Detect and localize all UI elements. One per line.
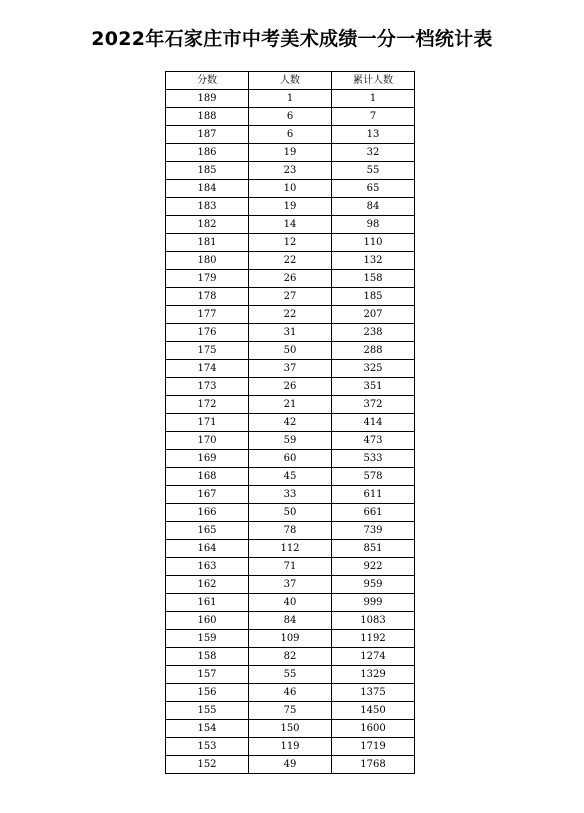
count-cell: 31 <box>249 324 332 342</box>
count-cell: 46 <box>249 684 332 702</box>
table-row <box>166 198 415 216</box>
table-row <box>166 414 415 432</box>
score-cell: 187 <box>166 126 249 144</box>
table-row <box>166 756 415 774</box>
table-row <box>166 126 415 144</box>
table-row <box>166 576 415 594</box>
score-cell: 164 <box>166 540 249 558</box>
table-row <box>166 306 415 324</box>
cumulative-cell: 473 <box>332 432 415 450</box>
table-row <box>166 720 415 738</box>
count-cell: 59 <box>249 432 332 450</box>
cumulative-cell: 1329 <box>332 666 415 684</box>
table-row <box>166 504 415 522</box>
cumulative-cell: 13 <box>332 126 415 144</box>
count-cell: 22 <box>249 252 332 270</box>
cumulative-cell: 158 <box>332 270 415 288</box>
cumulative-cell: 578 <box>332 468 415 486</box>
cumulative-cell: 1719 <box>332 738 415 756</box>
count-cell: 42 <box>249 414 332 432</box>
cumulative-cell: 238 <box>332 324 415 342</box>
column-header-count: 人数 <box>249 72 332 90</box>
score-cell: 184 <box>166 180 249 198</box>
score-cell: 189 <box>166 90 249 108</box>
score-cell: 152 <box>166 756 249 774</box>
count-cell: 55 <box>249 666 332 684</box>
count-cell: 21 <box>249 396 332 414</box>
table-body <box>166 90 415 774</box>
score-cell: 186 <box>166 144 249 162</box>
count-cell: 49 <box>249 756 332 774</box>
score-cell: 155 <box>166 702 249 720</box>
cumulative-cell: 611 <box>332 486 415 504</box>
score-cell: 185 <box>166 162 249 180</box>
table-row <box>166 216 415 234</box>
score-cell: 161 <box>166 594 249 612</box>
count-cell: 119 <box>249 738 332 756</box>
score-cell: 160 <box>166 612 249 630</box>
score-cell: 154 <box>166 720 249 738</box>
score-cell: 163 <box>166 558 249 576</box>
count-cell: 26 <box>249 270 332 288</box>
cumulative-cell: 959 <box>332 576 415 594</box>
count-cell: 60 <box>249 450 332 468</box>
column-header-cumulative: 累计人数 <box>332 72 415 90</box>
score-cell: 177 <box>166 306 249 324</box>
table-row <box>166 234 415 252</box>
table-row <box>166 648 415 666</box>
score-cell: 169 <box>166 450 249 468</box>
cumulative-cell: 1600 <box>332 720 415 738</box>
score-cell: 157 <box>166 666 249 684</box>
count-cell: 23 <box>249 162 332 180</box>
cumulative-cell: 1274 <box>332 648 415 666</box>
cumulative-cell: 55 <box>332 162 415 180</box>
count-cell: 19 <box>249 144 332 162</box>
score-cell: 172 <box>166 396 249 414</box>
table-row <box>166 270 415 288</box>
table-row <box>166 630 415 648</box>
table-header-row <box>166 72 415 90</box>
score-distribution-table <box>165 71 415 774</box>
score-cell: 183 <box>166 198 249 216</box>
table-row <box>166 288 415 306</box>
cumulative-cell: 207 <box>332 306 415 324</box>
table-row <box>166 396 415 414</box>
score-cell: 176 <box>166 324 249 342</box>
column-header-score: 分数 <box>166 72 249 90</box>
table-row <box>166 612 415 630</box>
cumulative-cell: 110 <box>332 234 415 252</box>
count-cell: 150 <box>249 720 332 738</box>
table-row <box>166 108 415 126</box>
score-cell: 167 <box>166 486 249 504</box>
count-cell: 14 <box>249 216 332 234</box>
table-row <box>166 360 415 378</box>
cumulative-cell: 1450 <box>332 702 415 720</box>
cumulative-cell: 84 <box>332 198 415 216</box>
cumulative-cell: 533 <box>332 450 415 468</box>
score-cell: 166 <box>166 504 249 522</box>
score-cell: 156 <box>166 684 249 702</box>
cumulative-cell: 7 <box>332 108 415 126</box>
cumulative-cell: 1768 <box>332 756 415 774</box>
score-cell: 168 <box>166 468 249 486</box>
cumulative-cell: 325 <box>332 360 415 378</box>
score-cell: 175 <box>166 342 249 360</box>
count-cell: 37 <box>249 576 332 594</box>
count-cell: 75 <box>249 702 332 720</box>
score-cell: 162 <box>166 576 249 594</box>
score-cell: 182 <box>166 216 249 234</box>
score-cell: 181 <box>166 234 249 252</box>
count-cell: 1 <box>249 90 332 108</box>
score-cell: 158 <box>166 648 249 666</box>
table-row <box>166 180 415 198</box>
count-cell: 82 <box>249 648 332 666</box>
count-cell: 10 <box>249 180 332 198</box>
score-cell: 188 <box>166 108 249 126</box>
cumulative-cell: 661 <box>332 504 415 522</box>
table-row <box>166 90 415 108</box>
count-cell: 78 <box>249 522 332 540</box>
table-row <box>166 594 415 612</box>
table-row <box>166 432 415 450</box>
cumulative-cell: 739 <box>332 522 415 540</box>
table-row <box>166 540 415 558</box>
table-row <box>166 342 415 360</box>
score-cell: 159 <box>166 630 249 648</box>
table-row <box>166 252 415 270</box>
score-cell: 153 <box>166 738 249 756</box>
table-row <box>166 378 415 396</box>
score-cell: 180 <box>166 252 249 270</box>
count-cell: 12 <box>249 234 332 252</box>
cumulative-cell: 414 <box>332 414 415 432</box>
score-cell: 170 <box>166 432 249 450</box>
table-row <box>166 558 415 576</box>
score-cell: 174 <box>166 360 249 378</box>
score-cell: 173 <box>166 378 249 396</box>
cumulative-cell: 851 <box>332 540 415 558</box>
cumulative-cell: 922 <box>332 558 415 576</box>
cumulative-cell: 1083 <box>332 612 415 630</box>
cumulative-cell: 65 <box>332 180 415 198</box>
count-cell: 37 <box>249 360 332 378</box>
count-cell: 33 <box>249 486 332 504</box>
score-cell: 178 <box>166 288 249 306</box>
score-cell: 165 <box>166 522 249 540</box>
cumulative-cell: 132 <box>332 252 415 270</box>
table-row <box>166 522 415 540</box>
table-row <box>166 324 415 342</box>
table-row <box>166 486 415 504</box>
table-row <box>166 738 415 756</box>
table-row <box>166 468 415 486</box>
cumulative-cell: 1375 <box>332 684 415 702</box>
table-row <box>166 162 415 180</box>
count-cell: 84 <box>249 612 332 630</box>
count-cell: 6 <box>249 108 332 126</box>
count-cell: 27 <box>249 288 332 306</box>
table-row <box>166 684 415 702</box>
cumulative-cell: 1192 <box>332 630 415 648</box>
table-row <box>166 450 415 468</box>
count-cell: 22 <box>249 306 332 324</box>
count-cell: 71 <box>249 558 332 576</box>
cumulative-cell: 98 <box>332 216 415 234</box>
cumulative-cell: 372 <box>332 396 415 414</box>
cumulative-cell: 351 <box>332 378 415 396</box>
count-cell: 40 <box>249 594 332 612</box>
cumulative-cell: 288 <box>332 342 415 360</box>
count-cell: 50 <box>249 504 332 522</box>
page-title: 2022年石家庄市中考美术成绩一分一档统计表 <box>91 28 493 50</box>
count-cell: 109 <box>249 630 332 648</box>
table-row <box>166 144 415 162</box>
count-cell: 50 <box>249 342 332 360</box>
count-cell: 19 <box>249 198 332 216</box>
count-cell: 26 <box>249 378 332 396</box>
cumulative-cell: 32 <box>332 144 415 162</box>
cumulative-cell: 1 <box>332 90 415 108</box>
count-cell: 112 <box>249 540 332 558</box>
count-cell: 6 <box>249 126 332 144</box>
table-row <box>166 666 415 684</box>
score-cell: 171 <box>166 414 249 432</box>
count-cell: 45 <box>249 468 332 486</box>
score-cell: 179 <box>166 270 249 288</box>
table-row <box>166 702 415 720</box>
cumulative-cell: 999 <box>332 594 415 612</box>
cumulative-cell: 185 <box>332 288 415 306</box>
